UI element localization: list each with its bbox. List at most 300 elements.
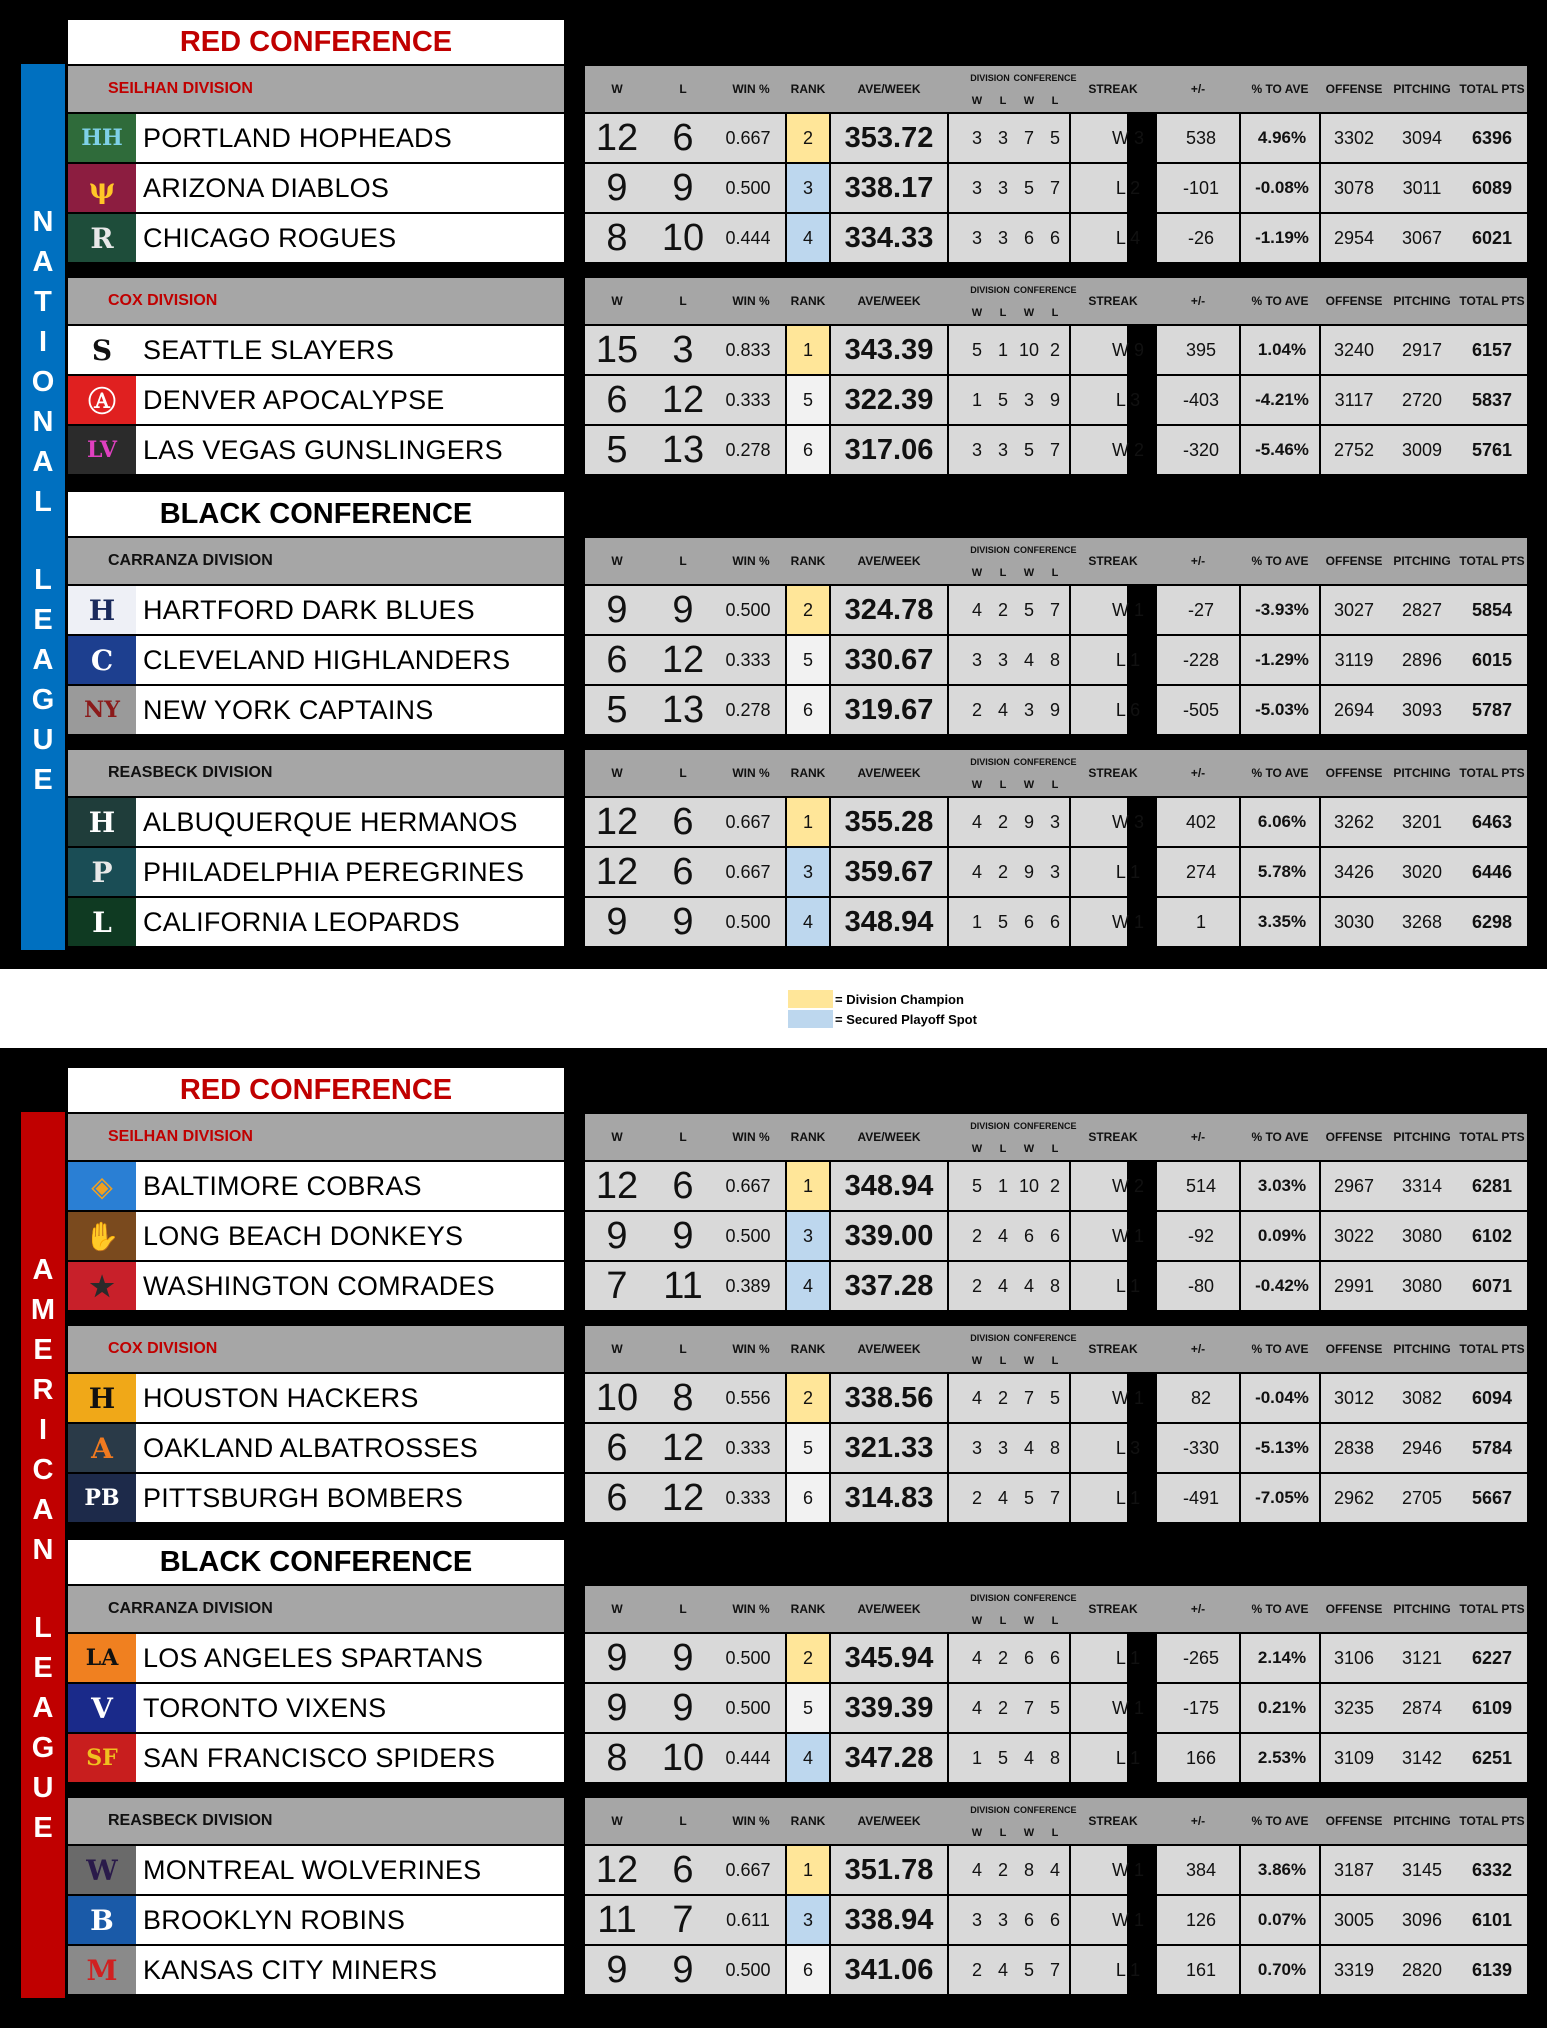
stat-pta: -0.08% <box>1255 178 1309 197</box>
stat-dl: 4 <box>997 699 1008 720</box>
stat-cl: 6 <box>1049 227 1060 248</box>
stat-tot: 6015 <box>1471 649 1513 670</box>
stat-w: 6 <box>606 378 628 421</box>
col-header-total: TOTAL PTS <box>1459 1602 1525 1616</box>
team-name-row[interactable] <box>68 1734 564 1782</box>
stat-cw: 3 <box>1023 699 1034 720</box>
team-logo-icon: V <box>68 1684 138 1732</box>
stat-pta: 4.96% <box>1257 128 1307 147</box>
team-name-row[interactable] <box>68 898 564 946</box>
team-name-row[interactable] <box>68 114 564 162</box>
league-letter: A <box>32 246 54 278</box>
stat-dw: 2 <box>971 1275 982 1296</box>
legend-swatch <box>788 990 833 1008</box>
league-letter: O <box>31 366 55 398</box>
col-header-offense: OFFENSE <box>1325 1130 1383 1144</box>
team-name[interactable]: PORTLAND HOPHEADS <box>143 122 452 153</box>
stat-dl: 1 <box>997 1175 1008 1196</box>
col-header-pitching: PITCHING <box>1393 554 1451 568</box>
team-name[interactable]: HARTFORD DARK BLUES <box>143 594 475 625</box>
stat-ave: 321.33 <box>844 1431 934 1464</box>
stat-dl: 2 <box>997 1859 1008 1880</box>
league-letter: U <box>32 1772 54 1804</box>
stat-dl: 3 <box>997 127 1008 148</box>
league-letter: I <box>38 326 48 358</box>
team-name-row[interactable] <box>68 1846 564 1894</box>
stat-tot: 6281 <box>1471 1175 1513 1196</box>
team-stats-row <box>585 686 1527 734</box>
team-name-row[interactable] <box>68 1424 564 1472</box>
team-stats-row <box>585 586 1527 634</box>
team-logo-icon: B <box>68 1896 138 1944</box>
league-letter: A <box>32 1494 54 1526</box>
stat-cw: 5 <box>1023 1487 1034 1508</box>
stat-w: 9 <box>606 588 628 631</box>
col-header-ave: AVE/WEEK <box>857 554 921 568</box>
team-name-row[interactable] <box>68 1162 564 1210</box>
stat-dw: 2 <box>971 699 982 720</box>
col-header-plusminus: +/- <box>1190 294 1206 308</box>
team-stats-row <box>585 798 1527 846</box>
team-name-row[interactable] <box>68 686 564 734</box>
stat-dw: 4 <box>971 1859 982 1880</box>
team-name-row[interactable] <box>68 214 564 262</box>
stat-streak: W 9 <box>1111 339 1144 360</box>
league-letter: G <box>31 1732 55 1764</box>
stat-dl: 3 <box>997 649 1008 670</box>
col-header-sub-w: W <box>1023 1143 1035 1155</box>
stat-dl: 4 <box>997 1225 1008 1246</box>
col-header-total: TOTAL PTS <box>1459 1342 1525 1356</box>
stat-w: 5 <box>606 428 628 471</box>
stat-pct: 0.333 <box>725 389 771 410</box>
stat-l: 6 <box>672 1848 694 1891</box>
stat-pm: -265 <box>1182 1647 1220 1668</box>
team-stats-row <box>585 326 1527 374</box>
stat-pta: 5.78% <box>1257 862 1307 881</box>
stat-dl: 2 <box>997 1697 1008 1718</box>
team-stats-row <box>585 1424 1527 1472</box>
stat-ave: 330.67 <box>844 643 934 676</box>
stat-cw: 10 <box>1018 339 1040 360</box>
stat-pit: 3145 <box>1401 1859 1443 1880</box>
stat-pct: 0.500 <box>725 1225 771 1246</box>
col-header-streak: STREAK <box>1088 1814 1138 1828</box>
stat-tot: 5787 <box>1471 699 1513 720</box>
team-name-row[interactable] <box>68 426 564 474</box>
team-stats-row <box>585 164 1527 212</box>
team-name[interactable]: KANSAS CITY MINERS <box>143 1954 438 1985</box>
team-name[interactable]: BROOKLYN ROBINS <box>143 1904 406 1935</box>
col-header-offense: OFFENSE <box>1325 82 1383 96</box>
stat-tot: 6109 <box>1471 1697 1513 1718</box>
stat-dl: 3 <box>997 439 1008 460</box>
team-name-row[interactable] <box>68 1474 564 1522</box>
col-header-ave: AVE/WEEK <box>857 294 921 308</box>
stat-rank: 2 <box>787 1374 829 1422</box>
stat-l: 10 <box>661 1736 705 1779</box>
stat-off: 3022 <box>1333 1225 1375 1246</box>
stat-pct: 0.500 <box>725 177 771 198</box>
stat-off: 3319 <box>1333 1959 1375 1980</box>
team-logo-icon: SF <box>68 1734 138 1782</box>
stat-l: 6 <box>672 800 694 843</box>
col-header-pitching: PITCHING <box>1393 294 1451 308</box>
stat-pm: 395 <box>1185 339 1217 360</box>
league-letter: N <box>32 1534 54 1566</box>
stat-dl: 2 <box>997 1647 1008 1668</box>
stat-tot: 6157 <box>1471 339 1513 360</box>
stat-pct: 0.667 <box>725 127 771 148</box>
stat-pct: 0.500 <box>725 599 771 620</box>
col-header-rank: RANK <box>790 82 826 96</box>
col-header-total: TOTAL PTS <box>1459 1814 1525 1828</box>
league-letter: C <box>32 1454 54 1486</box>
col-header-streak: STREAK <box>1088 1602 1138 1616</box>
stat-dw: 1 <box>971 389 982 410</box>
stat-streak: L 6 <box>1115 699 1141 720</box>
col-header-streak: STREAK <box>1088 82 1138 96</box>
stat-cl: 7 <box>1049 1487 1060 1508</box>
col-header-sub-l: L <box>999 307 1007 319</box>
stat-pta: -3.93% <box>1255 600 1309 619</box>
stat-pm: 1 <box>1195 911 1206 932</box>
stat-dw: 4 <box>971 1697 982 1718</box>
stat-dw: 4 <box>971 811 982 832</box>
stat-pm: 402 <box>1185 811 1217 832</box>
stat-ave: 348.94 <box>844 905 934 938</box>
stat-cl: 8 <box>1049 1747 1060 1768</box>
stat-cw: 4 <box>1023 1275 1034 1296</box>
stat-pit: 2820 <box>1401 1959 1443 1980</box>
stat-dw: 3 <box>971 227 982 248</box>
col-header-sub-l: L <box>999 95 1007 107</box>
stat-l: 7 <box>672 1898 694 1941</box>
stat-dl: 3 <box>997 227 1008 248</box>
stat-cl: 2 <box>1049 1175 1060 1196</box>
col-header-sub-l: L <box>999 1355 1007 1367</box>
team-name-row[interactable] <box>68 848 564 896</box>
team-name-row[interactable] <box>68 376 564 424</box>
stat-l: 9 <box>672 1636 694 1679</box>
stat-tot: 6251 <box>1471 1747 1513 1768</box>
stat-streak: L 1 <box>1115 1487 1141 1508</box>
stat-tot: 6094 <box>1471 1387 1513 1408</box>
stat-off: 3240 <box>1333 339 1375 360</box>
team-name[interactable]: ALBUQUERQUE HERMANOS <box>143 806 518 837</box>
stat-tot: 6071 <box>1471 1275 1513 1296</box>
team-name[interactable]: CHICAGO ROGUES <box>143 222 397 253</box>
stat-tot: 6463 <box>1471 811 1513 832</box>
stat-rank: 6 <box>787 426 829 474</box>
team-name-row[interactable] <box>68 1896 564 1944</box>
col-header-winpct: WIN % <box>732 554 770 568</box>
col-header-sub-l: L <box>999 567 1007 579</box>
stat-dl: 5 <box>997 911 1008 932</box>
team-stats-row <box>585 1846 1527 1894</box>
stat-cl: 7 <box>1049 439 1060 460</box>
team-name-row[interactable] <box>68 586 564 634</box>
col-header-conference: CONFERENCE <box>1013 1593 1077 1603</box>
stat-cl: 7 <box>1049 599 1060 620</box>
stat-dl: 4 <box>997 1487 1008 1508</box>
stat-cl: 3 <box>1049 861 1060 882</box>
stat-off: 2694 <box>1333 699 1375 720</box>
team-name[interactable]: MONTREAL WOLVERINES <box>143 1854 482 1885</box>
col-header-sub-w: W <box>971 1355 983 1367</box>
stat-w: 8 <box>606 1736 628 1779</box>
league-letter: T <box>34 286 52 318</box>
stat-ave: 322.39 <box>844 383 934 416</box>
stat-pit: 2917 <box>1401 339 1443 360</box>
team-logo-icon: W <box>68 1846 138 1894</box>
team-name[interactable]: NEW YORK CAPTAINS <box>143 694 434 725</box>
team-name[interactable]: LONG BEACH DONKEYS <box>143 1220 464 1251</box>
team-logo-icon: ψ <box>68 164 138 212</box>
col-header-offense: OFFENSE <box>1325 294 1383 308</box>
stat-rank: 3 <box>787 1212 829 1260</box>
stat-streak: W 1 <box>1111 1859 1144 1880</box>
stat-dw: 3 <box>971 1437 982 1458</box>
col-header-pitching: PITCHING <box>1393 766 1451 780</box>
stat-off: 3106 <box>1333 1647 1375 1668</box>
stat-ave: 348.94 <box>844 1169 934 1202</box>
league-letter: L <box>34 1612 52 1644</box>
league-letter: I <box>38 1414 48 1446</box>
col-header-pct-to-ave: % TO AVE <box>1251 1342 1309 1356</box>
league-letter: A <box>32 1254 54 1286</box>
team-logo-icon: H <box>68 1374 138 1422</box>
team-name[interactable]: HOUSTON HACKERS <box>143 1382 419 1413</box>
stat-pit: 3094 <box>1401 127 1443 148</box>
team-name[interactable]: OAKLAND ALBATROSSES <box>143 1432 478 1463</box>
stat-pct: 0.333 <box>725 1487 771 1508</box>
team-name[interactable]: SEATTLE SLAYERS <box>143 334 395 365</box>
stat-pct: 0.333 <box>725 649 771 670</box>
stat-rank: 6 <box>787 1946 829 1994</box>
stat-rank: 4 <box>787 214 829 262</box>
stat-l: 11 <box>663 1264 703 1307</box>
stat-pta: 2.53% <box>1257 1748 1307 1767</box>
col-header-conference: CONFERENCE <box>1013 545 1077 555</box>
team-stats-row <box>585 1212 1527 1260</box>
col-header-l: L <box>679 766 687 780</box>
col-header-pct-to-ave: % TO AVE <box>1251 82 1309 96</box>
stat-pit: 3009 <box>1401 439 1443 460</box>
stat-pct: 0.500 <box>725 1697 771 1718</box>
stat-pct: 0.611 <box>726 1909 770 1930</box>
stat-w: 5 <box>606 688 628 731</box>
team-name[interactable]: CALIFORNIA LEOPARDS <box>143 906 460 937</box>
col-header-winpct: WIN % <box>732 1814 770 1828</box>
stat-pm: 384 <box>1185 1859 1217 1880</box>
stat-cw: 6 <box>1023 1647 1034 1668</box>
stat-w: 12 <box>595 850 639 893</box>
col-header-offense: OFFENSE <box>1325 1602 1383 1616</box>
stat-ave: 339.00 <box>844 1219 934 1252</box>
team-name-row[interactable] <box>68 1374 564 1422</box>
team-name-row[interactable] <box>68 1946 564 1994</box>
stat-off: 3119 <box>1334 649 1374 670</box>
col-header-sub-l: L <box>1051 1615 1059 1627</box>
stat-w: 6 <box>606 1426 628 1469</box>
stat-dl: 3 <box>997 177 1008 198</box>
league-letter: L <box>34 564 52 596</box>
legend-label: = Division Champion <box>835 991 964 1007</box>
stat-pm: -26 <box>1187 227 1214 248</box>
col-header-winpct: WIN % <box>732 82 770 96</box>
team-name-row[interactable] <box>68 1212 564 1260</box>
col-header-pitching: PITCHING <box>1393 1342 1451 1356</box>
team-name[interactable]: WASHINGTON COMRADES <box>143 1270 495 1301</box>
league-letter: A <box>32 1692 54 1724</box>
team-name[interactable]: PHILADELPHIA PEREGRINES <box>143 856 525 887</box>
league-letter: A <box>32 446 54 478</box>
stat-streak: W 1 <box>1111 599 1144 620</box>
stat-pm: 166 <box>1185 1747 1217 1768</box>
division-title: REASBECK DIVISION <box>68 1798 564 1844</box>
col-header-streak: STREAK <box>1088 294 1138 308</box>
stat-cl: 2 <box>1049 339 1060 360</box>
stat-pit: 2720 <box>1401 389 1443 410</box>
league-letter: E <box>33 1652 53 1684</box>
stat-pct: 0.444 <box>725 227 771 248</box>
team-stats-row <box>585 426 1527 474</box>
stat-cw: 6 <box>1023 911 1034 932</box>
stat-streak: W 1 <box>1111 1697 1144 1718</box>
stat-streak: L 1 <box>1115 649 1141 670</box>
team-name-row[interactable] <box>68 164 564 212</box>
stat-rank: 1 <box>787 798 829 846</box>
stat-rank: 4 <box>787 898 829 946</box>
team-name[interactable]: ARIZONA DIABLOS <box>143 172 390 203</box>
stat-rank: 6 <box>787 1474 829 1522</box>
team-name-row[interactable] <box>68 636 564 684</box>
col-header-sub-l: L <box>1051 1143 1059 1155</box>
stat-dw: 3 <box>971 177 982 198</box>
stat-ave: 351.78 <box>844 1853 934 1886</box>
stat-dl: 5 <box>997 1747 1008 1768</box>
col-header-pct-to-ave: % TO AVE <box>1251 1814 1309 1828</box>
stat-l: 13 <box>661 428 705 471</box>
col-header-pitching: PITCHING <box>1393 1130 1451 1144</box>
col-header-w: W <box>611 1602 623 1616</box>
team-stats-row <box>585 1684 1527 1732</box>
stat-dw: 4 <box>971 861 982 882</box>
stat-streak: L 1 <box>1115 1747 1141 1768</box>
stat-pm: -175 <box>1182 1697 1220 1718</box>
stat-w: 9 <box>606 900 628 943</box>
col-header-l: L <box>679 1130 687 1144</box>
stat-l: 13 <box>661 688 705 731</box>
stat-dl: 2 <box>997 861 1008 882</box>
col-header-sub-w: W <box>1023 307 1035 319</box>
col-header-sub-l: L <box>1051 1355 1059 1367</box>
stat-off: 2954 <box>1333 227 1375 248</box>
column-header-row <box>585 66 1527 112</box>
stat-pm: -80 <box>1187 1275 1214 1296</box>
stat-pta: -4.21% <box>1255 390 1309 409</box>
stat-w: 8 <box>606 216 628 259</box>
col-header-total: TOTAL PTS <box>1459 554 1525 568</box>
col-header-plusminus: +/- <box>1190 1342 1206 1356</box>
team-name-row[interactable] <box>68 326 564 374</box>
team-name[interactable]: LAS VEGAS GUNSLINGERS <box>143 434 503 465</box>
team-name-row[interactable] <box>68 1262 564 1310</box>
stat-dl: 4 <box>997 1959 1008 1980</box>
stat-pta: 0.09% <box>1257 1226 1307 1245</box>
stat-tot: 5667 <box>1471 1487 1513 1508</box>
col-header-sub-w: W <box>1023 1827 1035 1839</box>
team-name[interactable]: CLEVELAND HIGHLANDERS <box>143 644 511 675</box>
col-header-sub-l: L <box>1051 1827 1059 1839</box>
team-name[interactable]: PITTSBURGH BOMBERS <box>143 1482 464 1513</box>
col-header-pct-to-ave: % TO AVE <box>1251 294 1309 308</box>
team-stats-row <box>585 1474 1527 1522</box>
team-stats-row <box>585 1162 1527 1210</box>
team-name[interactable]: TORONTO VIXENS <box>143 1692 387 1723</box>
col-header-sub-w: W <box>1023 1615 1035 1627</box>
col-header-l: L <box>679 294 687 308</box>
team-name-row[interactable] <box>68 798 564 846</box>
stat-rank: 5 <box>787 636 829 684</box>
stat-dw: 3 <box>971 127 982 148</box>
stat-cw: 4 <box>1023 649 1034 670</box>
team-name-row[interactable] <box>68 1684 564 1732</box>
league-letter: E <box>33 1812 53 1844</box>
stat-pct: 0.833 <box>725 339 771 360</box>
team-name[interactable]: SAN FRANCISCO SPIDERS <box>143 1742 496 1773</box>
stat-w: 9 <box>606 1686 628 1729</box>
col-header-sub-l: L <box>999 779 1007 791</box>
team-name[interactable]: BALTIMORE COBRAS <box>143 1170 422 1201</box>
stat-ave: 339.39 <box>844 1691 934 1724</box>
col-header-streak: STREAK <box>1088 554 1138 568</box>
stat-tot: 6446 <box>1471 861 1513 882</box>
stat-tot: 6101 <box>1471 1909 1513 1930</box>
team-logo-icon: S <box>68 326 138 374</box>
stat-cw: 3 <box>1023 389 1034 410</box>
stat-dw: 3 <box>971 439 982 460</box>
team-name[interactable]: LOS ANGELES SPARTANS <box>143 1642 484 1673</box>
col-header-sub-l: L <box>999 1827 1007 1839</box>
stat-ave: 338.17 <box>844 171 934 204</box>
stat-ave: 347.28 <box>844 1741 934 1774</box>
stat-off: 2752 <box>1333 439 1375 460</box>
stat-cw: 10 <box>1018 1175 1040 1196</box>
stat-pit: 3080 <box>1401 1225 1443 1246</box>
stat-cw: 7 <box>1023 1387 1034 1408</box>
stat-tot: 6298 <box>1471 911 1513 932</box>
team-name[interactable]: DENVER APOCALYPSE <box>143 384 445 415</box>
stat-pm: -27 <box>1187 599 1214 620</box>
stat-dw: 2 <box>971 1959 982 1980</box>
team-name-row[interactable] <box>68 1634 564 1682</box>
stat-dw: 2 <box>971 1225 982 1246</box>
team-stats-row <box>585 1734 1527 1782</box>
stat-pm: -491 <box>1182 1487 1220 1508</box>
stat-ave: 353.72 <box>844 121 934 154</box>
stat-l: 12 <box>661 1476 705 1519</box>
stat-l: 9 <box>672 1214 694 1257</box>
stat-pct: 0.444 <box>725 1747 771 1768</box>
col-header-conference: CONFERENCE <box>1013 1805 1077 1815</box>
legend-item <box>788 990 964 1008</box>
stat-cw: 5 <box>1023 1959 1034 1980</box>
stat-cl: 5 <box>1049 1697 1060 1718</box>
stat-streak: L 2 <box>1115 177 1141 198</box>
stat-pta: -0.42% <box>1255 1276 1309 1295</box>
